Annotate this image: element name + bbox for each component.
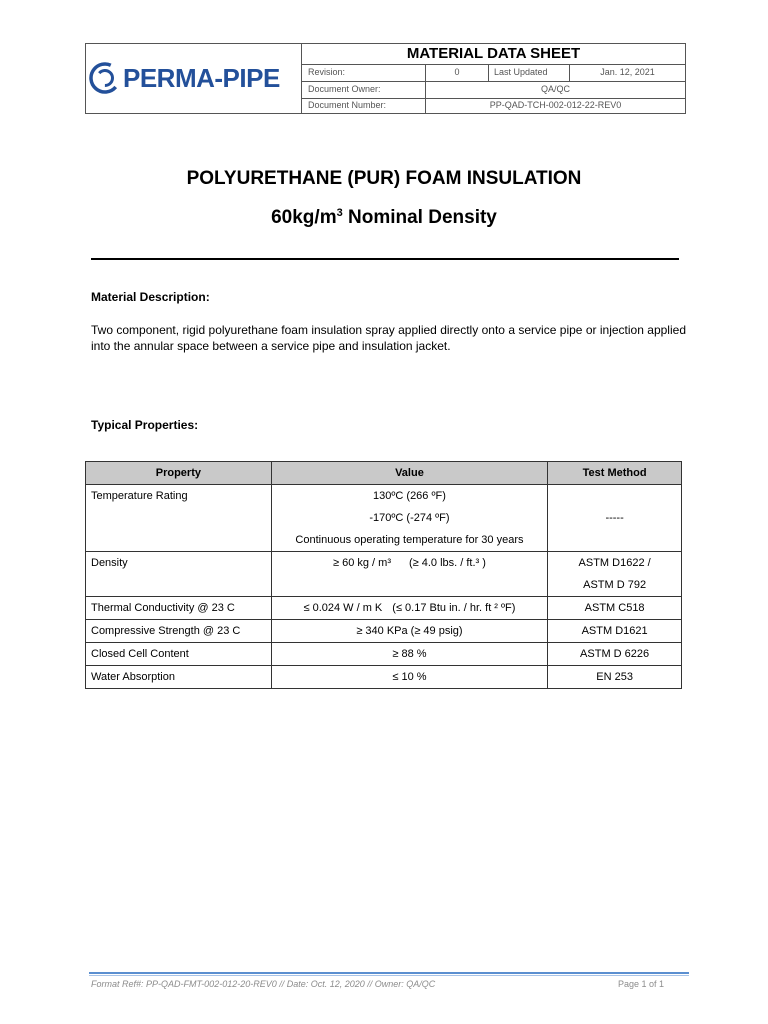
property-name: Thermal Conductivity @ 23 C [86, 597, 272, 620]
footer-format-ref: Format Ref#: PP-QAD-FMT-002-012-20-REV0 // Date: Oct. 12, 2020 // Owner: QA/QC [91, 979, 436, 989]
value-line: Continuous operating temperature for 30 years [295, 534, 524, 546]
logo-cell [86, 44, 302, 113]
last-updated-value: Jan. 12, 2021 [600, 67, 655, 77]
table-row [86, 552, 682, 597]
description-text: Two component, rigid polyurethane foam insulation spray applied directly onto a service pipe or injection applied into the annular space between a service pipe and insulation jacket. [91, 323, 686, 353]
revision-row [302, 64, 685, 82]
properties-heading: Typical Properties: [91, 418, 199, 432]
last-updated-label: Last Updated [489, 64, 570, 81]
title-divider [91, 258, 679, 260]
test-method [548, 552, 682, 597]
revision-label: Revision: [302, 64, 426, 81]
test-method: ASTM C518 [548, 597, 682, 620]
subtitle-superscript: 3 [336, 207, 343, 219]
table-header-row [86, 462, 682, 485]
description-heading: Material Description: [91, 290, 210, 304]
doc-type-title: MATERIAL DATA SHEET [302, 44, 685, 65]
property-name: Water Absorption [86, 666, 272, 689]
value-line: -170ºC (-274 ºF) [369, 512, 450, 524]
footer-divider [89, 972, 689, 974]
subtitle-prefix: 60kg/m [271, 207, 337, 228]
value-imperial: (≥ 4.0 lbs. / ft.³ ) [408, 557, 486, 569]
revision-value: 0 [426, 64, 489, 81]
table-row [86, 643, 682, 666]
table-row [86, 485, 682, 552]
footer-page-number: Page 1 of 1 [617, 979, 664, 989]
properties-table [85, 461, 682, 689]
owner-row [302, 81, 685, 99]
test-method: ----- [548, 485, 682, 552]
test-method: ASTM D 6226 [548, 643, 682, 666]
value-line: 130ºC (266 ºF) [373, 490, 446, 502]
number-label: Document Number: [302, 98, 426, 113]
table-row [86, 620, 682, 643]
company-logo-text: PERMA-PIPE [123, 63, 280, 93]
property-name: Compressive Strength @ 23 C [86, 620, 272, 643]
value-metric: ≤ 0.024 W / m K [303, 602, 383, 614]
perma-pipe-logo-icon [89, 62, 121, 94]
property-name: Temperature Rating [86, 485, 272, 552]
property-name: Density [86, 552, 272, 597]
property-value [271, 597, 547, 620]
property-value: ≥ 88 % [271, 643, 547, 666]
column-header-property: Property [86, 462, 272, 485]
value-metric: ≥ 60 kg / m³ [332, 557, 391, 569]
property-value: ≤ 10 % [271, 666, 547, 689]
page-subtitle [0, 207, 768, 229]
subtitle-suffix: Nominal Density [342, 207, 497, 228]
test-method: ASTM D1621 [548, 620, 682, 643]
document-header [85, 43, 686, 114]
column-header-value: Value [271, 462, 547, 485]
table-row [86, 666, 682, 689]
footer-divider-light [89, 975, 689, 976]
number-row [302, 98, 685, 113]
owner-value: QA/QC [540, 84, 570, 94]
method-line: ASTM D 792 [583, 579, 647, 591]
test-method: EN 253 [548, 666, 682, 689]
method-line: ASTM D1622 / [578, 557, 651, 569]
number-value: PP-QAD-TCH-002-012-22-REV0 [489, 100, 622, 110]
page-title: POLYURETHANE (PUR) FOAM INSULATION [186, 168, 582, 189]
column-header-test-method: Test Method [548, 462, 682, 485]
property-value [271, 552, 547, 597]
property-name: Closed Cell Content [86, 643, 272, 666]
table-row [86, 597, 682, 620]
value-imperial: (≤ 0.17 Btu in. / hr. ft ² ºF) [392, 602, 516, 614]
property-value [271, 485, 547, 552]
property-value: ≥ 340 KPa (≥ 49 psig) [271, 620, 547, 643]
owner-label: Document Owner: [302, 81, 426, 98]
